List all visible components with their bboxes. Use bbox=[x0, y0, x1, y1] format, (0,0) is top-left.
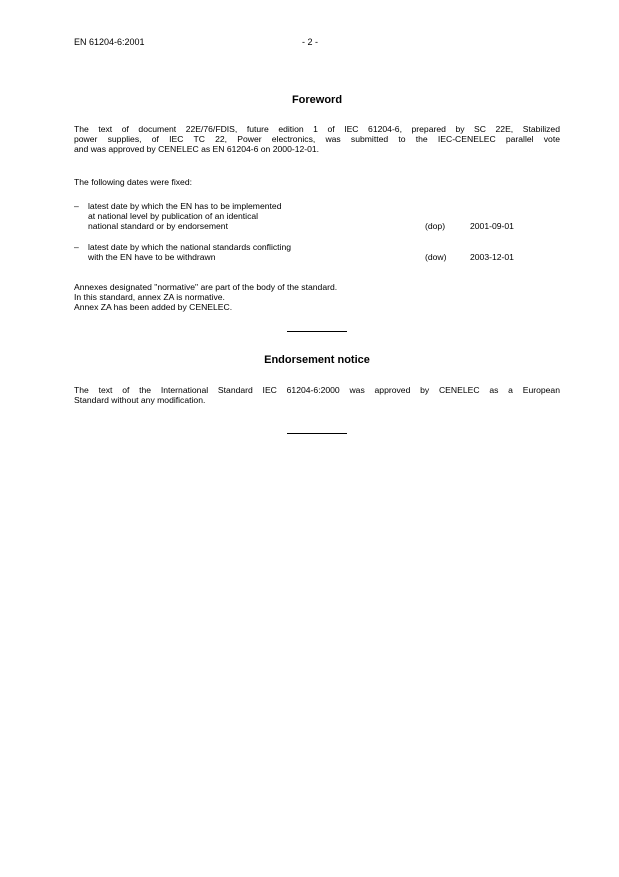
foreword-title: Foreword bbox=[291, 94, 343, 106]
foreword-intro-line: The text of document 22E/76/FDIS, future edition 1 of IEC 61204-6, prepared by SC 22E, Stabilized bbox=[74, 124, 560, 134]
date-item-text-line: at national level by publication of an identical bbox=[88, 211, 259, 221]
dates-intro: The following dates were fixed: bbox=[74, 177, 192, 187]
date-item-text-line: latest date by which the national standards conflicting bbox=[88, 242, 292, 252]
section-divider bbox=[287, 331, 347, 332]
date-value: 2001-09-01 bbox=[470, 221, 514, 231]
annex-line: In this standard, annex ZA is normative. bbox=[74, 292, 225, 302]
date-item-text-line: with the EN have to be withdrawn bbox=[88, 252, 216, 262]
date-value: 2003-12-01 bbox=[470, 252, 514, 262]
endorsement-paragraph bbox=[74, 385, 560, 405]
annex-paragraph bbox=[74, 282, 560, 312]
annex-line: Annexes designated "normative" are part of the body of the standard. bbox=[74, 282, 338, 292]
date-item-text-line: national standard or by endorsement bbox=[88, 221, 228, 231]
section-divider bbox=[287, 433, 347, 434]
document-id: EN 61204-6:2001 bbox=[74, 37, 145, 47]
foreword-intro-line: and was approved by CENELEC as EN 61204-6 on 2000-12-01. bbox=[74, 144, 320, 154]
foreword-intro-paragraph bbox=[74, 124, 560, 154]
date-item-dow bbox=[74, 242, 560, 262]
list-dash: – bbox=[74, 242, 79, 252]
annex-line: Annex ZA has been added by CENELEC. bbox=[74, 302, 233, 312]
date-item-dop bbox=[74, 201, 560, 231]
page-number: - 2 - bbox=[301, 37, 318, 47]
list-dash: – bbox=[74, 201, 79, 211]
date-abbreviation: (dop) bbox=[425, 221, 446, 231]
endorsement-title: Endorsement notice bbox=[264, 354, 370, 366]
date-abbreviation: (dow) bbox=[425, 252, 447, 262]
endorsement-line: The text of the International Standard IEC 61204-6:2000 was approved by CENELEC as a European bbox=[74, 385, 560, 395]
date-item-text-line: latest date by which the EN has to be implemented bbox=[88, 201, 282, 211]
endorsement-line: Standard without any modification. bbox=[74, 395, 206, 405]
foreword-intro-line: power supplies, of IEC TC 22, Power electronics, was submitted to the IEC-CENELEC parallel vote bbox=[74, 134, 560, 144]
